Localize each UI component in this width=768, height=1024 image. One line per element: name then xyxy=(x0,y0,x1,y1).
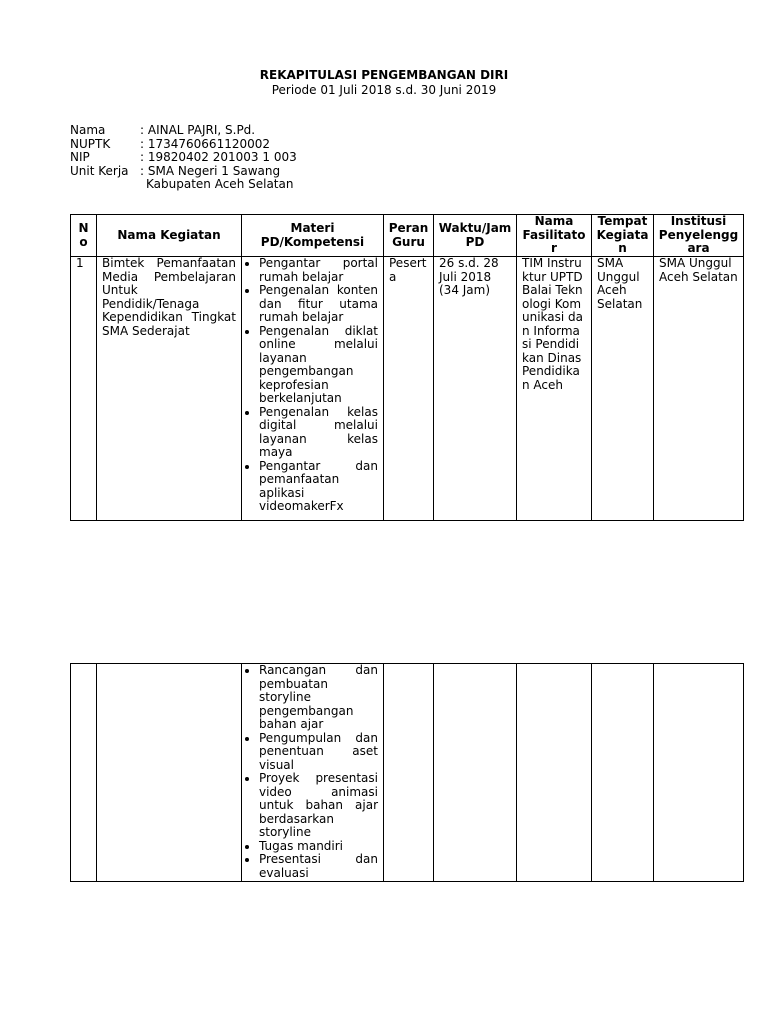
identity-label: Unit Kerja xyxy=(70,163,129,178)
table-header-row xyxy=(71,215,744,257)
cell-materi xyxy=(242,257,384,521)
identity-block xyxy=(70,124,297,192)
list-item: • Pengantar dan pemanfaatan aplikasi videomakerFx xyxy=(259,460,378,514)
cell-institusi: SMA Unggul Aceh Selatan xyxy=(654,257,744,521)
identity-value-continuation: Kabupaten Aceh Selatan xyxy=(146,177,294,191)
cell-peran xyxy=(384,664,434,882)
column-header-fasilitator: Nama Fasilitato r xyxy=(517,215,592,257)
cell-no xyxy=(71,664,97,882)
table-row xyxy=(71,257,744,521)
cell-nama-kegiatan: Bimtek Pemanfaatan Media Pembelajaran Untuk Pendidik/Tenaga Kependidikan Tingkat SMA Sederajat xyxy=(97,257,242,521)
column-header-peran: Peran Guru xyxy=(384,215,434,257)
list-item: • Rancangan dan pembuatan storyline pengembangan bahan ajar xyxy=(259,664,378,732)
identity-value: : AINAL PAJRI, S.Pd. xyxy=(140,123,256,137)
cell-fasilitator xyxy=(517,664,592,882)
list-item: • Pengantar portal rumah belajar xyxy=(259,257,378,284)
column-header-waktu: Waktu/Jam PD xyxy=(434,215,517,257)
document-title: REKAPITULASI PENGEMBANGAN DIRI xyxy=(259,68,509,82)
cell-no: 1 xyxy=(71,257,97,521)
cell-tempat xyxy=(592,664,654,882)
list-item: • Pengenalan diklat online melalui layanan pengembangan keprofesian berkelanjutan xyxy=(259,325,378,406)
cell-waktu xyxy=(434,664,517,882)
identity-row-nip xyxy=(70,151,297,165)
cell-peran: Peserta xyxy=(384,257,434,521)
column-header-materi: Materi PD/Kompetensi xyxy=(242,215,384,257)
list-item: • Pengumpulan dan penentuan aset visual xyxy=(259,732,378,773)
list-item: • Proyek presentasi video animasi untuk bahan ajar berdasarkan storyline xyxy=(259,772,378,840)
identity-row-unit-kerja xyxy=(70,165,297,179)
column-header-institusi: Institusi Penyelengg ara xyxy=(654,215,744,257)
identity-label: NUPTK xyxy=(70,136,111,151)
activity-table xyxy=(70,214,744,521)
identity-value: : 19820402 201003 1 003 xyxy=(140,150,297,164)
identity-value: : 1734760661120002 xyxy=(140,136,271,151)
cell-nama-kegiatan xyxy=(97,664,242,882)
column-header-nama-kegiatan: Nama Kegiatan xyxy=(97,215,242,257)
materi-list xyxy=(245,257,378,514)
identity-label: Nama xyxy=(70,123,106,137)
cell-tempat: SMA Unggul Aceh Selatan xyxy=(592,257,654,521)
list-item: • Pengenalan konten dan fitur utama rumah belajar xyxy=(259,284,378,325)
identity-label: NIP xyxy=(70,150,90,164)
identity-value: : SMA Negeri 1 Sawang xyxy=(140,163,281,178)
materi-list xyxy=(245,664,378,880)
identity-row-nuptk xyxy=(70,138,297,152)
identity-row-nama xyxy=(70,124,297,138)
cell-materi xyxy=(242,664,384,882)
document-period: Periode 01 Juli 2018 s.d. 30 Juni 2019 xyxy=(271,83,497,97)
table-row xyxy=(71,664,744,882)
cell-waktu: 26 s.d. 28 Juli 2018 (34 Jam) xyxy=(434,257,517,521)
cell-fasilitator: TIM Instruktur UPTD Balai Teknologi Komunikasi dan Informasi Pendidikan Dinas Pendidikan Aceh xyxy=(517,257,592,521)
list-item: • Presentasi dan evaluasi xyxy=(259,853,378,880)
list-item: • Tugas mandiri xyxy=(259,840,378,854)
cell-institusi xyxy=(654,664,744,882)
column-header-tempat: Tempat Kegiata n xyxy=(592,215,654,257)
activity-table-continued xyxy=(70,663,744,882)
list-item: • Pengenalan kelas digital melalui layanan kelas maya xyxy=(259,406,378,460)
column-header-no: N o xyxy=(71,215,97,257)
